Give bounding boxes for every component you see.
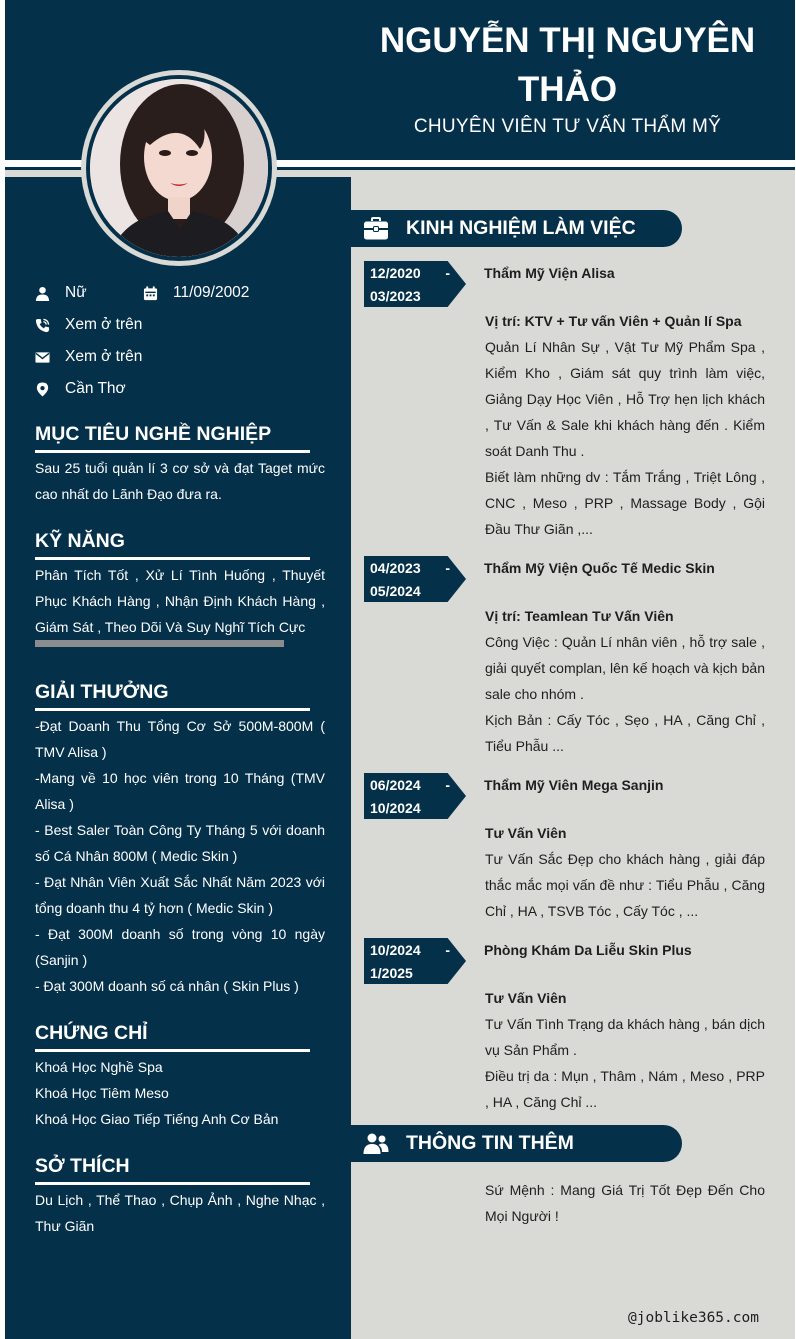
address-value: Cần Thơ (65, 380, 126, 397)
job-dash: - (445, 777, 450, 793)
additional-text: Sứ Mệnh : Mang Giá Trị Tốt Đẹp Đến Cho Mọi Người ! (485, 1182, 765, 1224)
gender-row (35, 282, 87, 304)
award-item: -Mang về 10 học viên trong 10 Tháng (TMV Alisa ) (35, 770, 325, 812)
skills-title: KỸ NĂNG (35, 530, 310, 560)
award-item: -Đạt Doanh Thu Tổng Cơ Sở 500M-800M ( TMV Alisa ) (35, 718, 325, 760)
user-icon (35, 286, 50, 301)
job-start: 12/2020 (370, 265, 421, 281)
job-company: Thẩm Mỹ Viện Quốc Tế Medic Skin (484, 560, 715, 576)
job-dash: - (445, 560, 450, 576)
objective-text: Sau 25 tuổi quản lí 3 cơ sở và đạt Taget mức cao nhất do Lãnh Đạo đưa ra. (35, 460, 325, 502)
additional-title-bar (351, 1125, 682, 1162)
job-details (485, 985, 765, 1115)
envelope-icon (35, 350, 50, 365)
skill-level-bar (35, 640, 284, 647)
email-value: Xem ở trên (65, 348, 143, 365)
job-position: Vị trí: Teamlean Tư Vấn Viên (485, 608, 674, 624)
hobbies-text: Du Lịch , Thể Thao , Chụp Ảnh , Nghe Nhạc , Thư Giãn (35, 1192, 325, 1234)
job-end: 03/2023 (370, 288, 421, 304)
job-dash: - (445, 265, 450, 281)
job-start: 10/2024 (370, 942, 421, 958)
address-row (35, 378, 126, 400)
awards-list (35, 713, 325, 999)
certificate-item: Khoá Học Nghề Spa (35, 1059, 163, 1075)
job-start: 06/2024 (370, 777, 421, 793)
candidate-name: NGUYỄN THỊ NGUYÊN THẢO (379, 21, 756, 109)
award-item: - Đạt 300M doanh số trong vòng 10 ngày (Sanjin ) (35, 926, 325, 968)
job-end: 1/2025 (370, 965, 413, 981)
watermark: @joblike365.com (628, 1310, 759, 1326)
gender-value: Nữ (65, 284, 87, 301)
job-company: Thẩm Mỹ Viên Mega Sanjin (484, 777, 664, 793)
job-details (485, 603, 765, 759)
job-position: Tư Vấn Viên (485, 990, 567, 1006)
job-detail: Tư Vấn Sắc Đẹp cho khách hàng , giải đáp thắc mắc mọi vấn đề như : Tiểu Phẫu , Căng Chỉ , HA , TSVB Tóc , Cấy Tóc , ... (485, 851, 765, 919)
job-detail: Công Việc : Quản Lí nhân viên , hỗ trợ sale , giải quyết complan, lên kế hoạch và kịch bản sale cho nhóm . (485, 634, 765, 702)
job-company: Phòng Khám Da Liễu Skin Plus (484, 942, 692, 958)
award-item: - Best Saler Toàn Công Ty Tháng 5 với doanh số Cá Nhân 800M ( Medic Skin ) (35, 822, 325, 864)
calendar-icon (143, 286, 158, 301)
objective-title: MỤC TIÊU NGHỀ NGHIỆP (35, 423, 310, 453)
certificate-item: Khoá Học Tiêm Meso (35, 1085, 169, 1101)
phone-value: Xem ở trên (65, 316, 143, 333)
job-date-badge (364, 773, 466, 819)
portrait-image (90, 79, 268, 257)
job-position: Vị trí: KTV + Tư vấn Viên + Quản lí Spa (485, 313, 742, 329)
cv-page (5, 0, 795, 1339)
candidate-job-title: CHUYÊN VIÊN TƯ VẤN THẨM MỸ (413, 116, 722, 137)
avatar (81, 70, 277, 266)
location-pin-icon (35, 382, 50, 397)
email-row (35, 346, 142, 368)
users-icon (363, 1132, 389, 1156)
certificate-item: Khoá Học Giao Tiếp Tiếng Anh Cơ Bản (35, 1111, 279, 1127)
job-position: Tư Vấn Viên (485, 825, 567, 841)
award-item: - Đạt Nhân Viên Xuất Sắc Nhất Năm 2023 với tổng doanh thu 4 tỷ hơn ( Medic Skin ) (35, 874, 325, 916)
job-detail: Quản Lí Nhân Sự , Vật Tư Mỹ Phẩm Spa , Kiểm Kho , Giám sát quy trình làm việc, Giảng Dạy Học Viên , Hỗ Trợ hẹn lịch khách , Tư Vấn & Sale khi khách hàng đến . Kiểm soát Danh Thu . (485, 339, 765, 459)
award-item: - Đạt 300M doanh số cá nhân ( Skin Plus ) (35, 978, 299, 994)
job-dash: - (445, 942, 450, 958)
job-details (485, 308, 765, 542)
job-date-badge (364, 556, 466, 602)
job-start: 04/2023 (370, 560, 421, 576)
skills-text: Phân Tích Tốt , Xử Lí Tình Huống , Thuyết Phục Khách Hàng , Nhận Định Khách Hàng , Giám Sát , Theo Dõi Và Suy Nghĩ Tích Cực (35, 567, 325, 635)
experience-title-bar (351, 210, 682, 247)
awards-title: GIẢI THƯỞNG (35, 681, 310, 711)
job-detail: Điều trị da : Mụn , Thâm , Nám , Meso , PRP , HA , Căng Chỉ ... (485, 1068, 765, 1110)
certificates-title: CHỨNG CHỈ (35, 1022, 310, 1052)
job-company: Thẩm Mỹ Viện Alisa (484, 265, 615, 281)
job-details (485, 820, 765, 924)
certificates-list (35, 1054, 325, 1132)
briefcase-icon (363, 217, 389, 241)
phone-row (35, 314, 142, 336)
avatar-photo (90, 79, 268, 257)
phone-icon (35, 318, 50, 333)
job-end: 05/2024 (370, 583, 421, 599)
additional-title: THÔNG TIN THÊM (406, 1132, 574, 1154)
job-detail: Tư Vấn Tình Trạng da khách hàng , bán dịch vụ Sản Phẩm . (485, 1016, 765, 1058)
hobbies-title: SỞ THÍCH (35, 1155, 310, 1185)
job-detail: Biết làm những dv : Tắm Trắng , Triệt Lông , CNC , Meso , PRP , Massage Body , Gội Đầu Thư Giãn ,... (485, 469, 765, 537)
job-date-badge (364, 261, 466, 307)
birthday-value: 11/09/2002 (173, 284, 250, 301)
birthday-row (143, 282, 249, 304)
job-detail: Kịch Bản : Cấy Tóc , Sẹo , HA , Căng Chỉ , Tiểu Phẫu ... (485, 712, 765, 754)
job-end: 10/2024 (370, 800, 421, 816)
job-date-badge (364, 938, 466, 984)
experience-title: KINH NGHIỆM LÀM VIỆC (406, 217, 636, 239)
